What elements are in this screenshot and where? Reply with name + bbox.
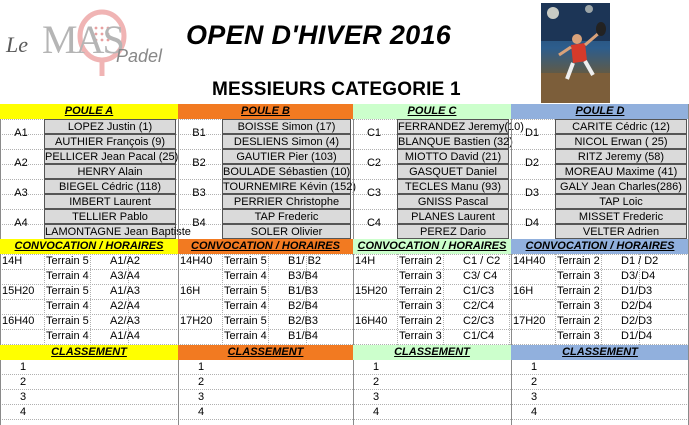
grid-line [0,374,689,375]
match-pairing: D2/D4 [621,300,653,312]
slot-code: D1 [524,127,540,139]
match-pairing: C1/C4 [463,330,495,342]
classement-header: CLASSEMENT [353,345,511,360]
slot-code: D3 [524,187,540,199]
court-name: Terrain 5 [224,285,267,297]
player-name: PELLICER Jean Pacal (25) [45,151,179,163]
match-pairing: A2/A3 [110,315,140,327]
slot-code: C4 [366,217,382,229]
match-time [2,269,44,284]
match-pairing: D1/D3 [621,285,653,297]
player-name: HENRY Alain [44,164,176,179]
slot-code: C1 [366,127,382,139]
match-pairing: C1 / C2 [463,255,501,267]
rank-number: 4 [531,406,538,418]
grid-line [0,419,689,420]
court-name: Terrain 5 [224,315,267,327]
page-subtitle: MESSIEURS CATEGORIE 1 [212,79,461,100]
court-name: Terrain 2 [399,285,442,297]
player-name: TAP Frederic [222,209,351,224]
court-name: Terrain 2 [557,315,600,327]
match-pairing: A1/A3 [110,285,140,297]
match-time: 15H20 [2,285,35,297]
rank-number: 1 [198,361,205,373]
player-name: NICOL Erwan ( 25) [555,134,687,149]
padel-player-photo [541,3,610,103]
match-time: 16H [180,285,201,297]
court-name: Terrain 3 [557,270,600,282]
match-pairing: A3/A4 [110,270,140,282]
match-time: 17H20 [180,315,213,327]
column-separator [0,104,1,425]
slot-code: C2 [366,157,382,169]
rank-number: 2 [531,376,538,388]
match-pairing: C2/C4 [463,300,495,312]
classement-header: CLASSEMENT [178,345,353,360]
match-time [513,329,555,344]
match-time: 14H40 [180,255,213,267]
column-separator [511,104,512,425]
match-pairing: C1/C3 [463,285,495,297]
player-name: TAP Loic [555,194,687,209]
court-name: Terrain 3 [557,300,600,312]
match-time: 16H [513,285,534,297]
slot-code: A3 [14,187,28,199]
player-name: PEREZ Dario [397,224,509,239]
court-name: Terrain 5 [46,285,89,297]
match-pairing: B2/B4 [288,300,318,312]
player-name: BOULADE Sébastien (10) [223,166,351,178]
match-pairing: D1 / D2 [621,255,659,267]
player-name: GNISS Pascal [397,194,509,209]
player-name: GALY Jean Charles(286) [555,179,687,194]
match-time [2,329,44,344]
rank-number: 4 [198,406,205,418]
player-name: VELTER Adrien [555,224,687,239]
court-name: Terrain 4 [224,330,267,342]
match-time: 14H40 [513,255,546,267]
court-name: Terrain 4 [224,300,267,312]
player-name: FERRANDEZ Jeremy(10) [398,121,524,133]
rank-number: 3 [531,391,538,403]
grid-line [44,254,45,345]
slot-code: B1 [192,127,206,139]
court-name: Terrain 3 [399,330,442,342]
match-time [355,329,397,344]
player-name: BLANQUE Bastien (32) [398,136,513,148]
player-name: DESLIENS Simon (4) [222,134,351,149]
player-name: TECLES Manu (93) [397,179,509,194]
logo-padel-text: Padel [116,46,163,66]
player-name: MOREAU Maxime (41) [555,164,687,179]
match-pairing: A1/A2 [110,255,140,267]
logo-mas-text: MAS [42,17,123,62]
court-name: Terrain 4 [46,330,89,342]
grid-line [555,254,556,345]
convocation-header: CONVOCATION / HORAIRES [0,239,178,254]
rank-number: 1 [20,361,27,373]
match-time [180,299,222,314]
page-title: OPEN D'HIVER 2016 [186,20,452,50]
match-time [355,269,397,284]
slot-code: A1 [14,127,28,139]
player-image-icon [541,3,610,103]
slot-code: A4 [14,217,28,229]
rank-number: 1 [531,361,538,373]
player-name: PLANES Laurent [397,209,509,224]
grid-line [0,389,689,390]
court-name: Terrain 4 [224,270,267,282]
court-name: Terrain 3 [399,270,442,282]
court-name: Terrain 5 [46,315,89,327]
match-time: 14H [2,255,23,267]
court-name: Terrain 4 [46,270,89,282]
grid-line [0,404,689,405]
player-name: RITZ Jeremy (58) [555,149,687,164]
player-name: LAMONTAGNE Jean Baptiste [45,226,191,238]
grid-line [509,254,510,345]
classement-header: CLASSEMENT [0,345,178,360]
court-name: Terrain 2 [557,285,600,297]
match-pairing: B1/ B2 [288,255,322,267]
match-pairing: B1/B4 [288,330,318,342]
rank-number: 2 [198,376,205,388]
player-name: PERRIER Christophe [222,194,351,209]
court-name: Terrain 4 [46,300,89,312]
match-time: 15H20 [355,285,388,297]
convocation-header: CONVOCATION / HORAIRES [511,239,689,254]
match-time [2,299,44,314]
rank-number: 2 [373,376,380,388]
match-time [513,269,555,284]
slot-code: B4 [192,217,206,229]
match-time [513,299,555,314]
convocation-header: CONVOCATION / HORAIRES [353,239,511,254]
slot-code: B2 [192,157,206,169]
rank-number: 3 [20,391,27,403]
slot-code: B3 [192,187,206,199]
club-logo [4,10,182,80]
player-name: LOPEZ Justin (1) [44,119,176,134]
rank-number: 4 [373,406,380,418]
match-pairing: A2/A4 [110,300,140,312]
player-name: GASQUET Daniel [397,164,509,179]
pool-header: POULE A [0,104,178,119]
match-pairing: D3/ D4 [621,270,656,282]
match-time: 17H20 [513,315,546,327]
player-name: TELLIER Pablo [44,209,176,224]
match-pairing: B1/B3 [288,285,318,297]
rank-number: 4 [20,406,27,418]
slot-code: A2 [14,157,28,169]
player-name: BIEGEL Cédric (118) [44,179,176,194]
match-pairing: D1/D4 [621,330,653,342]
slot-code: D2 [524,157,540,169]
player-name: MIOTTO David (21) [397,149,509,164]
court-name: Terrain 5 [224,255,267,267]
match-time [180,329,222,344]
slot-code: D4 [524,217,540,229]
rank-number: 3 [198,391,205,403]
player-name: AUTHIER François (9) [44,134,176,149]
court-name: Terrain 2 [557,255,600,267]
player-name: MISSET Frederic [555,209,687,224]
match-pairing: B3/B4 [288,270,318,282]
column-separator [353,104,354,425]
logo-le-text: Le [6,32,28,57]
match-time: 16H40 [355,315,388,327]
match-time: 14H [355,255,376,267]
rank-number: 3 [373,391,380,403]
court-name: Terrain 2 [399,315,442,327]
match-pairing: C3/ C4 [463,270,498,282]
court-name: Terrain 3 [399,300,442,312]
match-time: 16H40 [2,315,35,327]
grid-line [222,254,223,345]
court-name: Terrain 5 [46,255,89,267]
player-name: TOURNEMIRE Kévin (152) [223,181,357,193]
court-name: Terrain 3 [557,330,600,342]
match-pairing: A1/A4 [110,330,140,342]
court-name: Terrain 2 [399,255,442,267]
player-name: CARITE Cédric (12) [555,119,687,134]
rank-number: 2 [20,376,27,388]
classement-header: CLASSEMENT [511,345,689,360]
match-time [355,299,397,314]
player-name: BOISSE Simon (17) [222,119,351,134]
match-pairing: B2/B3 [288,315,318,327]
match-time [180,269,222,284]
pool-header: POULE D [511,104,689,119]
player-name: IMBERT Laurent [44,194,176,209]
player-name: SOLER Olivier [222,224,351,239]
pool-header: POULE C [353,104,511,119]
match-pairing: D2/D3 [621,315,653,327]
grid-line [397,254,398,345]
pool-header: POULE B [178,104,353,119]
slot-code: C3 [366,187,382,199]
column-separator [178,104,179,425]
player-name: GAUTIER Pier (103) [222,149,351,164]
rank-number: 1 [373,361,380,373]
match-pairing: C2/C3 [463,315,495,327]
convocation-header: CONVOCATION / HORAIRES [178,239,353,254]
